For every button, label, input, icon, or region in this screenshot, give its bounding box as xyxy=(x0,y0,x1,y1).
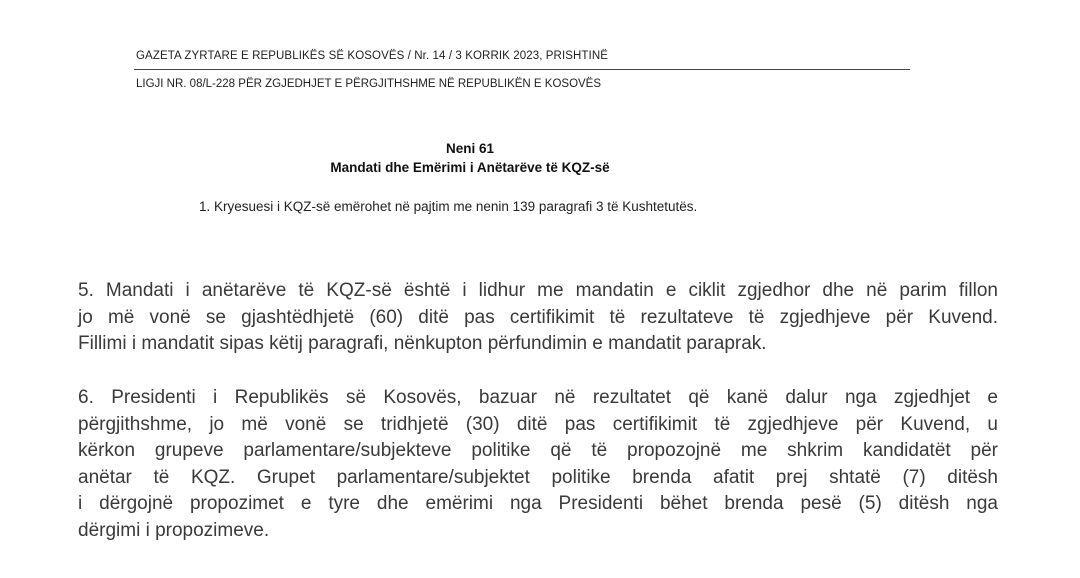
paragraph-6-line: dërgimi i propozimeve. xyxy=(78,519,270,541)
paragraph-6-line: i dërgojnë propozimet e tyre dhe emërimi nga Presidenti bëhet brenda pesë (5) ditësh nga xyxy=(78,493,998,514)
paragraph-5-line: 5. Mandati i anëtarëve të KQZ-së është i lidhur me mandatin e ciklit zgjedhor dhe në parim fillon xyxy=(78,280,998,301)
paragraph-6-line: anëtar të KQZ. Grupet parlamentare/subjektet politike brenda afatit prej shtatë (7) ditësh xyxy=(78,466,998,488)
article-title: Mandati dhe Emërimi i Anëtarëve të KQZ-së xyxy=(330,160,610,175)
clause-1: 1. Kryesuesi i KQZ-së emërohet në pajtim me nenin 139 paragrafi 3 të Kushtetutës. xyxy=(199,199,698,214)
paragraph-5 xyxy=(78,278,998,358)
paragraph-5-line: jo më vonë se gjashtëdhjetë (60) ditë pas certifikimit të rezultateve të zgjedhjeve për Kuvend. xyxy=(78,306,998,328)
article-number: Neni 61 xyxy=(445,141,495,156)
paragraph-6-line: kërkon grupeve parlamentare/subjekteve politike që të propozojnë me shkrim kandidatët për xyxy=(78,440,998,461)
law-title-header: LIGJI NR. 08/L-228 PËR ZGJEDHJET E PËRGJITHSHME NË REPUBLIKËN E KOSOVËS xyxy=(136,78,602,90)
gazette-header: GAZETA ZYRTARE E REPUBLIKËS SË KOSOVËS / Nr. 14 / 3 KORRIK 2023, PRISHTINË xyxy=(136,50,609,62)
paragraph-6-line: 6. Presidenti i Republikës së Kosovës, bazuar në rezultatet që kanë dalur nga zgjedhjet e xyxy=(78,387,998,408)
paragraph-6-line: përgjithshme, jo më vonë se tridhjetë (30) ditë pas certifikimit të zgjedhjeve për Kuvend, u xyxy=(78,413,998,435)
header-divider xyxy=(134,69,910,70)
paragraph-5-line: Fillimi i mandatit sipas këtij paragrafi, nënkupton përfundimin e mandatit paraprak. xyxy=(78,333,767,354)
paragraph-6 xyxy=(78,385,998,544)
